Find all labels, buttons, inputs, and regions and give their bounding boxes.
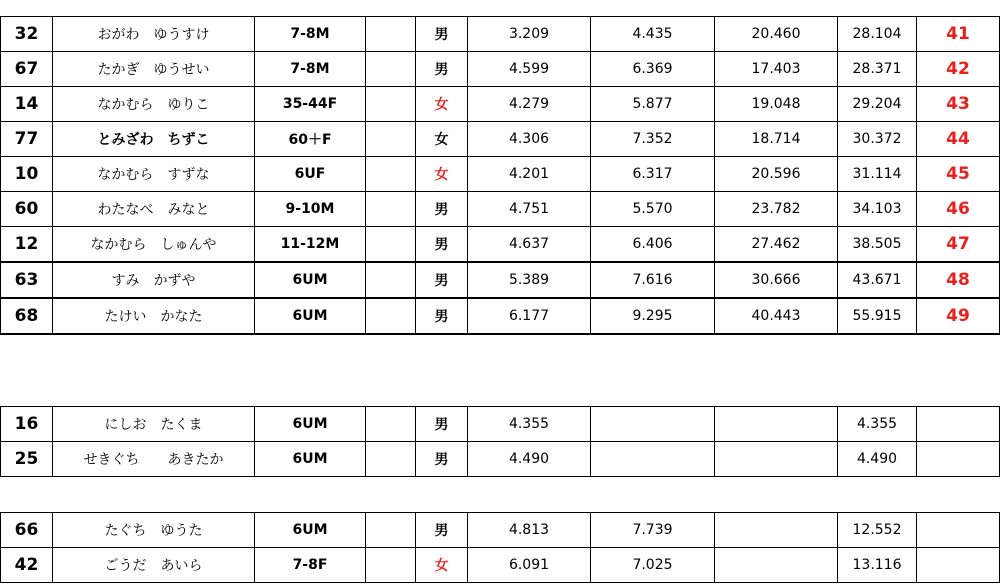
total-time-cell: 12.552	[838, 513, 917, 548]
run2-time-cell	[591, 407, 715, 442]
class-cell: 6UM	[255, 298, 366, 334]
blank-cell	[366, 122, 416, 157]
runner-name-cell: にしお たくま	[53, 407, 255, 442]
blank-cell	[366, 52, 416, 87]
total-time-cell: 13.116	[838, 548, 917, 583]
sex-cell: 男	[416, 17, 468, 52]
run3-time-cell: 30.666	[715, 262, 838, 298]
rank-cell: 48	[917, 262, 1000, 298]
runner-name-cell: たぐち ゆうた	[53, 513, 255, 548]
class-cell: 6UM	[255, 407, 366, 442]
rank-cell	[917, 407, 1000, 442]
total-time-cell: 55.915	[838, 298, 917, 334]
class-cell: 6UF	[255, 157, 366, 192]
total-time-cell: 28.371	[838, 52, 917, 87]
run3-time-cell: 27.462	[715, 227, 838, 263]
total-time-cell: 43.671	[838, 262, 917, 298]
table-row	[1, 227, 1000, 263]
table-row	[1, 262, 1000, 298]
total-time-cell: 30.372	[838, 122, 917, 157]
sex-cell: 男	[416, 262, 468, 298]
results-table-one-run	[0, 406, 1000, 477]
bib-number-cell: 60	[1, 192, 53, 227]
run1-time-cell: 4.813	[468, 513, 591, 548]
bib-number-cell: 16	[1, 407, 53, 442]
table-row	[1, 442, 1000, 477]
sex-cell: 男	[416, 298, 468, 334]
sex-cell: 女	[416, 157, 468, 192]
bib-number-cell: 14	[1, 87, 53, 122]
run3-time-cell: 18.714	[715, 122, 838, 157]
bib-number-cell: 12	[1, 227, 53, 263]
run3-time-cell: 19.048	[715, 87, 838, 122]
run2-time-cell: 6.369	[591, 52, 715, 87]
total-time-cell: 28.104	[838, 17, 917, 52]
run3-time-cell	[715, 407, 838, 442]
sex-cell: 女	[416, 122, 468, 157]
rank-cell: 41	[917, 17, 1000, 52]
blank-cell	[366, 17, 416, 52]
blank-cell	[366, 87, 416, 122]
run3-time-cell: 20.596	[715, 157, 838, 192]
runner-name-cell: なかむら ゆりこ	[53, 87, 255, 122]
run2-time-cell: 4.435	[591, 17, 715, 52]
runner-name-cell: ごうだ あいら	[53, 548, 255, 583]
runner-name-cell: すみ かずや	[53, 262, 255, 298]
sex-cell: 男	[416, 52, 468, 87]
runner-name-cell: たかぎ ゆうせい	[53, 52, 255, 87]
bib-number-cell: 10	[1, 157, 53, 192]
class-cell: 6UM	[255, 513, 366, 548]
class-cell: 7-8M	[255, 17, 366, 52]
table-row	[1, 157, 1000, 192]
table-row	[1, 407, 1000, 442]
results-table-two-runs	[0, 512, 1000, 583]
bib-number-cell: 42	[1, 548, 53, 583]
bib-number-cell: 68	[1, 298, 53, 334]
run1-time-cell: 5.389	[468, 262, 591, 298]
runner-name-cell: わたなべ みなと	[53, 192, 255, 227]
bib-number-cell: 25	[1, 442, 53, 477]
runner-name-cell: なかむら すずな	[53, 157, 255, 192]
sex-cell: 男	[416, 192, 468, 227]
blank-cell	[366, 548, 416, 583]
blank-cell	[366, 192, 416, 227]
rank-cell: 42	[917, 52, 1000, 87]
run1-time-cell: 4.201	[468, 157, 591, 192]
bib-number-cell: 67	[1, 52, 53, 87]
class-cell: 6UM	[255, 262, 366, 298]
class-cell: 9-10M	[255, 192, 366, 227]
total-time-cell: 38.505	[838, 227, 917, 263]
table-row	[1, 548, 1000, 583]
rank-cell: 43	[917, 87, 1000, 122]
total-time-cell: 4.490	[838, 442, 917, 477]
sex-cell: 男	[416, 407, 468, 442]
run3-time-cell: 20.460	[715, 17, 838, 52]
class-cell: 6UM	[255, 442, 366, 477]
rank-cell: 49	[917, 298, 1000, 334]
run3-time-cell	[715, 442, 838, 477]
run2-time-cell: 7.616	[591, 262, 715, 298]
run2-time-cell: 9.295	[591, 298, 715, 334]
sex-cell: 男	[416, 513, 468, 548]
rank-cell	[917, 513, 1000, 548]
table-row	[1, 298, 1000, 334]
run3-time-cell: 23.782	[715, 192, 838, 227]
run1-time-cell: 3.209	[468, 17, 591, 52]
run1-time-cell: 4.355	[468, 407, 591, 442]
rank-cell: 47	[917, 227, 1000, 263]
class-cell: 7-8F	[255, 548, 366, 583]
table-row	[1, 52, 1000, 87]
run1-time-cell: 4.637	[468, 227, 591, 263]
total-time-cell: 29.204	[838, 87, 917, 122]
blank-cell	[366, 157, 416, 192]
rank-cell: 44	[917, 122, 1000, 157]
table-row	[1, 192, 1000, 227]
run1-time-cell: 6.177	[468, 298, 591, 334]
sex-cell: 女	[416, 87, 468, 122]
blank-cell	[366, 513, 416, 548]
sex-cell: 男	[416, 227, 468, 263]
total-time-cell: 31.114	[838, 157, 917, 192]
run2-time-cell: 5.570	[591, 192, 715, 227]
runner-name-cell: なかむら しゅんや	[53, 227, 255, 263]
run2-time-cell: 7.739	[591, 513, 715, 548]
rank-cell	[917, 442, 1000, 477]
run2-time-cell: 7.025	[591, 548, 715, 583]
run1-time-cell: 4.279	[468, 87, 591, 122]
run1-time-cell: 4.306	[468, 122, 591, 157]
total-time-cell: 34.103	[838, 192, 917, 227]
blank-cell	[366, 262, 416, 298]
blank-cell	[366, 227, 416, 263]
run2-time-cell	[591, 442, 715, 477]
runner-name-cell: とみざわ ちずこ	[53, 122, 255, 157]
run3-time-cell: 40.443	[715, 298, 838, 334]
bib-number-cell: 32	[1, 17, 53, 52]
rank-cell: 45	[917, 157, 1000, 192]
run3-time-cell	[715, 513, 838, 548]
run2-time-cell: 6.317	[591, 157, 715, 192]
class-cell: 7-8M	[255, 52, 366, 87]
bib-number-cell: 63	[1, 262, 53, 298]
table-row	[1, 513, 1000, 548]
blank-cell	[366, 298, 416, 334]
bib-number-cell: 66	[1, 513, 53, 548]
blank-cell	[366, 407, 416, 442]
run3-time-cell: 17.403	[715, 52, 838, 87]
rank-cell: 46	[917, 192, 1000, 227]
table-row	[1, 17, 1000, 52]
table-row	[1, 122, 1000, 157]
runner-name-cell: せきぐち あきたか	[53, 442, 255, 477]
run3-time-cell	[715, 548, 838, 583]
run2-time-cell: 6.406	[591, 227, 715, 263]
total-time-cell: 4.355	[838, 407, 917, 442]
run1-time-cell: 4.751	[468, 192, 591, 227]
rank-cell	[917, 548, 1000, 583]
run1-time-cell: 6.091	[468, 548, 591, 583]
runner-name-cell: たけい かなた	[53, 298, 255, 334]
class-cell: 60＋F	[255, 122, 366, 157]
table-row	[1, 87, 1000, 122]
runner-name-cell: おがわ ゆうすけ	[53, 17, 255, 52]
run1-time-cell: 4.490	[468, 442, 591, 477]
bib-number-cell: 77	[1, 122, 53, 157]
run1-time-cell: 4.599	[468, 52, 591, 87]
results-table-finishers	[0, 16, 1000, 335]
run2-time-cell: 5.877	[591, 87, 715, 122]
sex-cell: 女	[416, 548, 468, 583]
class-cell: 35-44F	[255, 87, 366, 122]
run2-time-cell: 7.352	[591, 122, 715, 157]
class-cell: 11-12M	[255, 227, 366, 263]
blank-cell	[366, 442, 416, 477]
sex-cell: 男	[416, 442, 468, 477]
